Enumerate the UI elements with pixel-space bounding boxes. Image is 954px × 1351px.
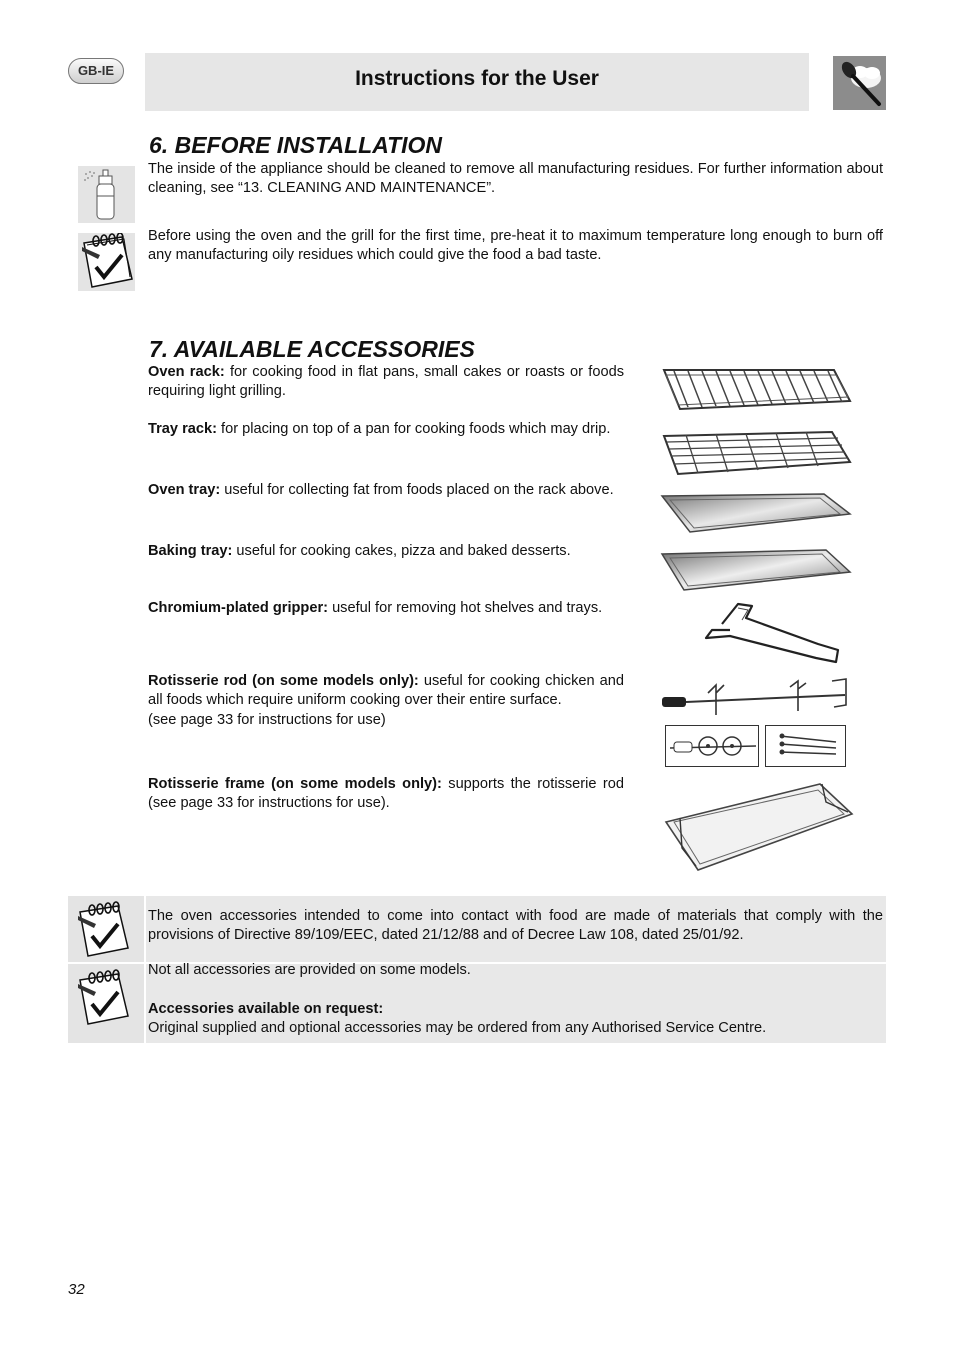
rotisserie-detail-image-2 [765,725,846,767]
accessory-tray-rack [148,420,624,439]
oven-tray-image [656,488,856,536]
heading-number: 7. [149,336,169,362]
accessory-rotisserie-rod [148,672,624,730]
accessory-label: Rotisserie rod (on some models only): [148,673,419,689]
heading-text: BEFORE INSTALLATION [174,132,443,158]
accessory-text: useful for collecting fat from foods placed on the rack above. [224,482,614,498]
section-heading-available-accessories [149,336,475,363]
page-header-title: Instructions for the User [145,53,809,111]
accessory-text: for placing on top of a pan for cooking foods which may drip. [221,421,611,437]
note-availability-line-1: Not all accessories are provided on some models. [148,962,471,978]
language-badge: GB-IE [68,58,124,84]
note-pad-icon [68,964,144,1043]
accessory-oven-tray [148,481,624,500]
note-compliance-text: The oven accessories intended to come into contact with food are made of materials that comply with the provisions of Directive 89/109/EEC, dated 21/12/88 and of Decree Law 108, dated 25/01/92. [148,908,883,944]
note-availability-line-2: Original supplied and optional accessories may be ordered from any Authorised Service Centre. [148,1019,767,1036]
accessory-text: supports the rotisserie rod (see page 33 for instructions for use). [148,776,624,812]
note-pad-icon [78,233,135,291]
accessory-baking-tray [148,542,624,561]
rotisserie-frame-image [660,778,855,874]
note-pad-icon [68,896,144,962]
oven-rack-image [656,365,856,415]
baking-tray-image [656,544,856,594]
tray-rack-image [656,428,856,480]
gripper-image [700,600,845,668]
rotisserie-detail-image-1 [665,725,759,767]
heading-number: 6. [149,132,169,158]
accessory-label: Tray rack: [148,421,217,437]
spray-can-icon [78,166,135,223]
accessory-text: useful for cooking cakes, pizza and baked desserts. [236,543,571,559]
accessory-label: Oven rack: [148,364,225,380]
heading-text: AVAILABLE ACCESSORIES [173,336,475,362]
section-heading-before-installation [149,132,442,159]
accessory-rotisserie-frame [148,775,624,814]
note-availability-text [148,961,883,1038]
before-installation-paragraph-1: The inside of the appliance should be cleaned to remove all manufacturing residues. For further information about cleaning, see “13. CLEANING AND MAINTENANCE”. [148,161,883,197]
accessory-label: Rotisserie frame (on some models only): [148,776,442,792]
accessory-page-reference: (see page 33 for instructions for use) [148,711,386,728]
accessory-text: for cooking food in flat pans, small cakes or roasts or foods requiring light grilling. [148,364,624,400]
accessory-oven-rack [148,363,624,402]
accessory-text: useful for removing hot shelves and trays. [332,600,603,616]
note-availability-label: Accessories available on request: [148,1000,384,1017]
page-number: 32 [68,1281,85,1298]
chef-spoon-icon [833,56,886,110]
accessory-text: useful for cooking chicken and all foods which require uniform cooking over their entire surface. [148,673,625,709]
accessory-label: Oven tray: [148,482,221,498]
before-installation-paragraph-2: Before using the oven and the grill for the first time, pre-heat it to maximum temperature long enough to burn off any manufacturing oily residues which could give the food a bad taste. [148,228,883,264]
accessory-label: Chromium-plated gripper: [148,600,328,616]
accessory-label: Baking tray: [148,543,233,559]
accessory-gripper [148,599,624,618]
rotisserie-rod-image [660,675,855,719]
